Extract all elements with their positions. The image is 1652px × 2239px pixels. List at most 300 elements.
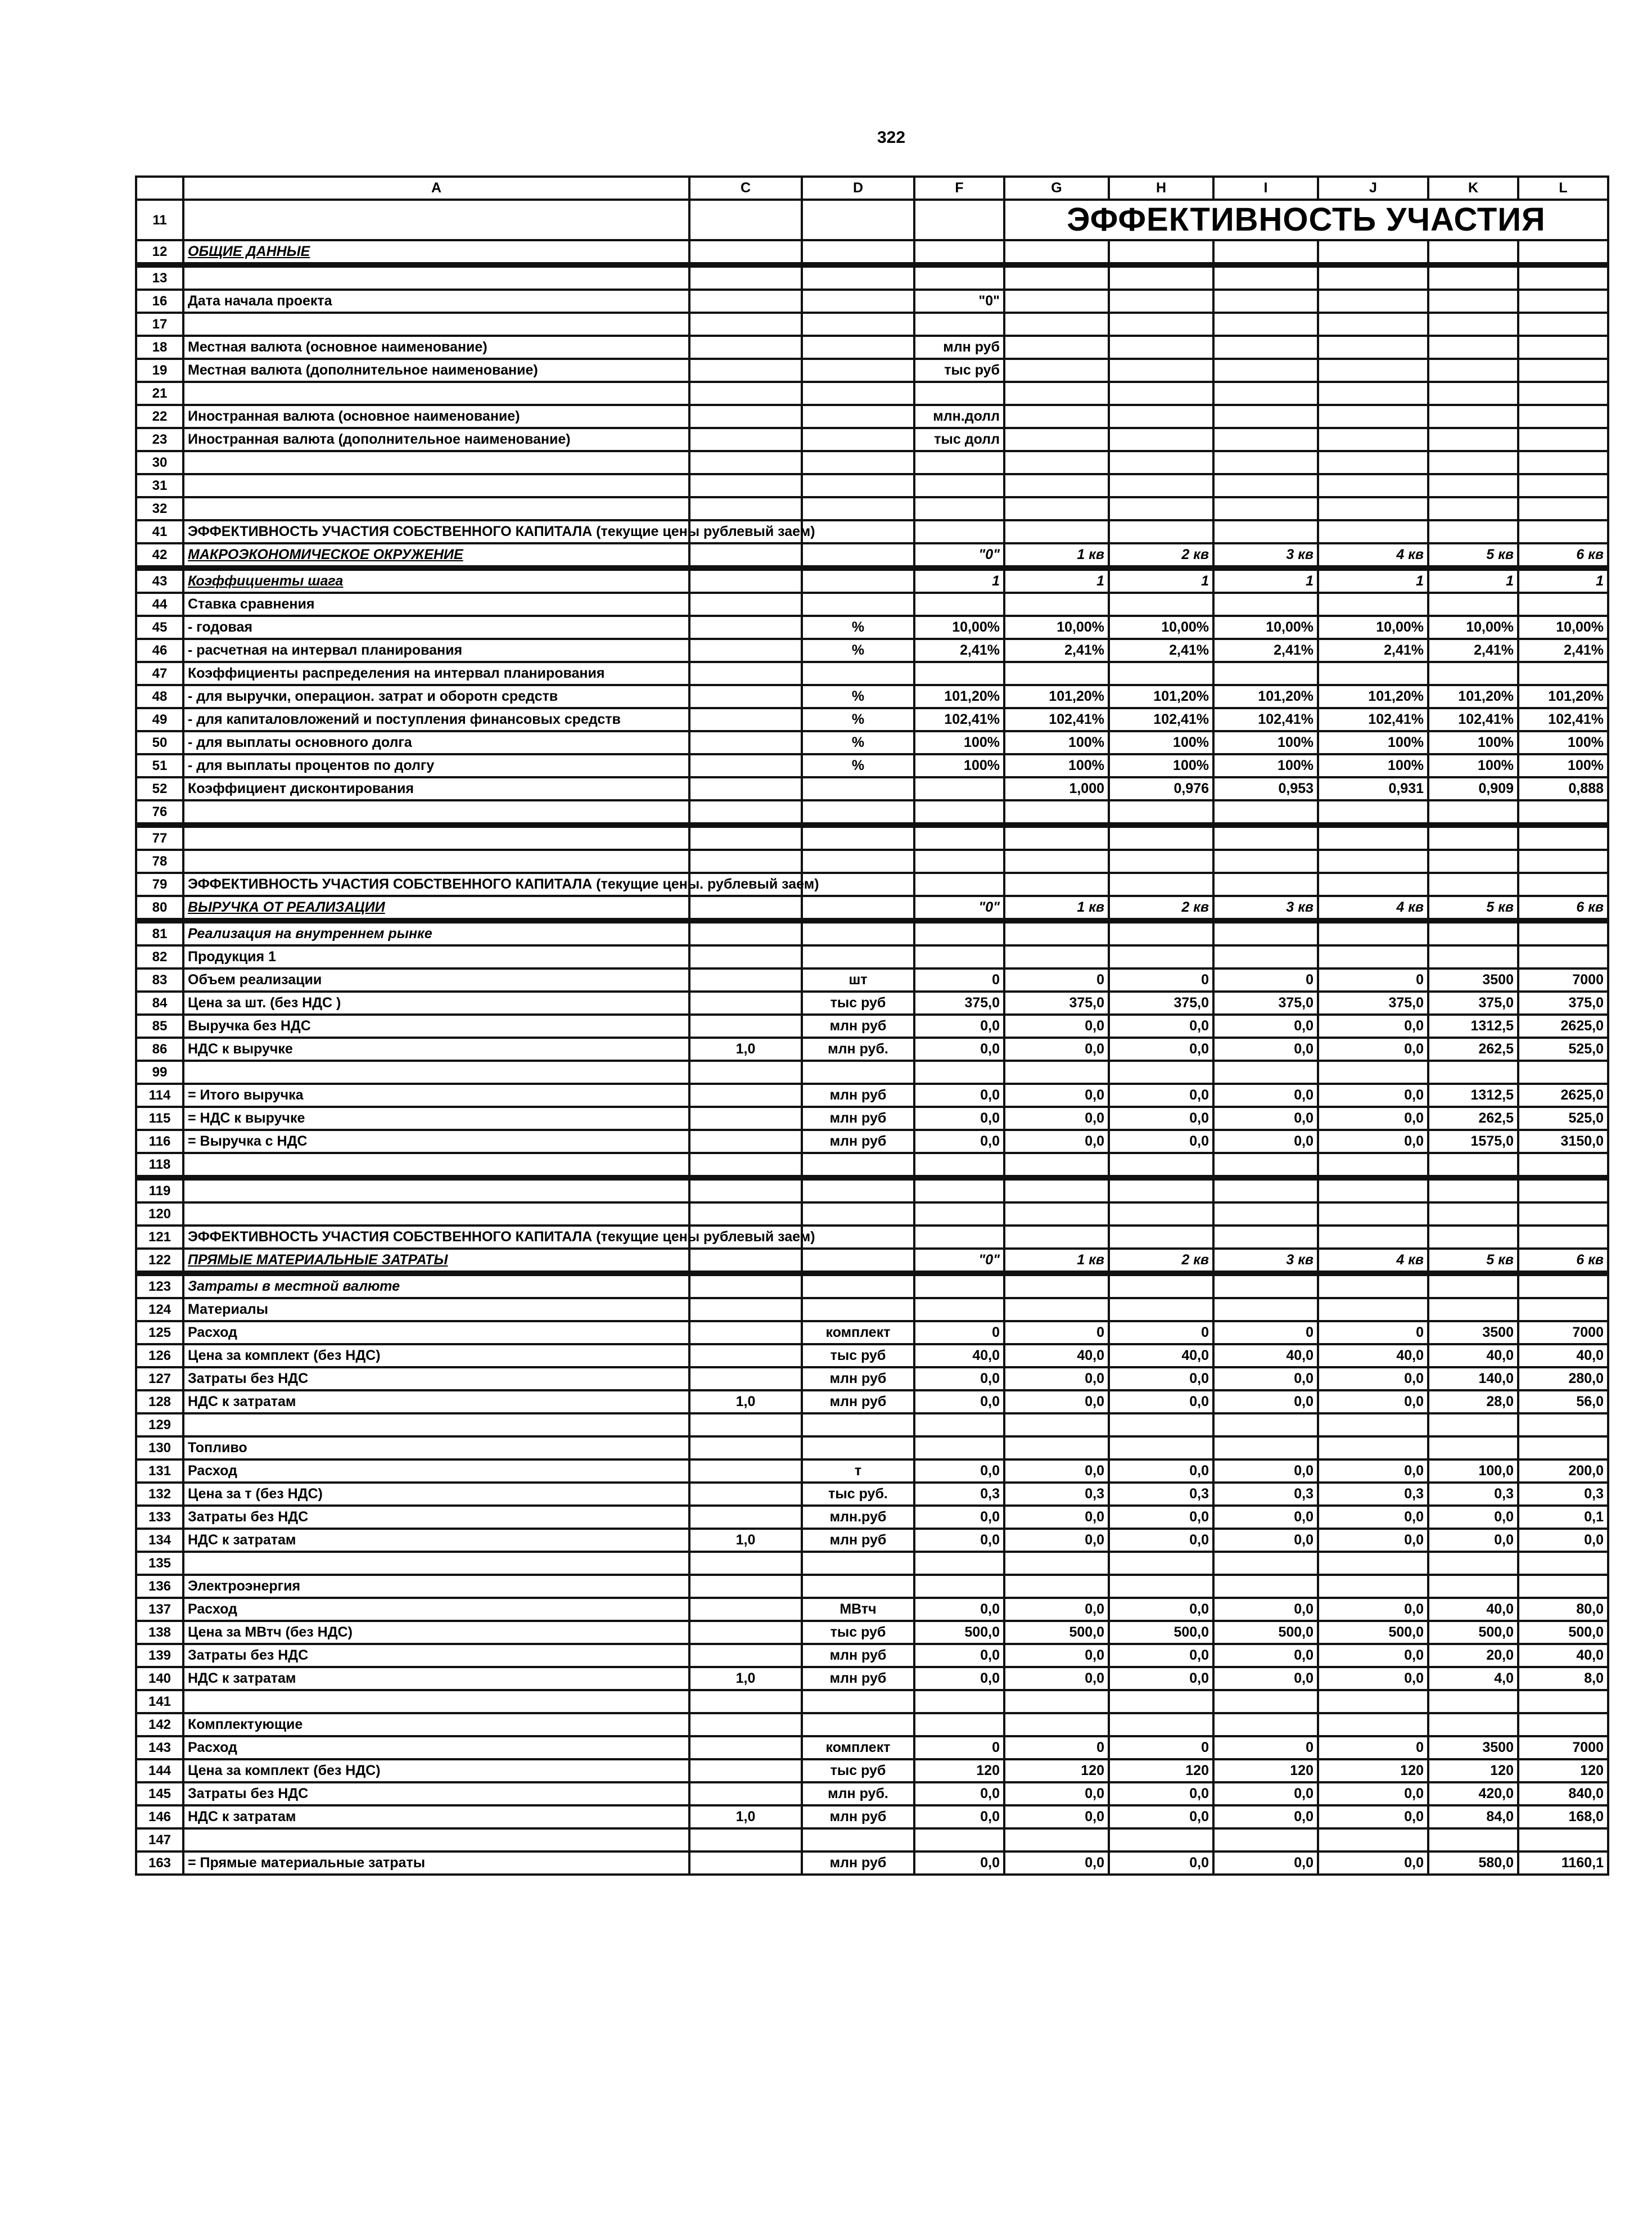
rate-cell[interactable] xyxy=(689,1153,802,1178)
value-cell-f[interactable]: 100% xyxy=(914,754,1004,777)
value-cell-i[interactable] xyxy=(1213,1061,1318,1084)
row-number[interactable]: 18 xyxy=(136,336,183,359)
value-cell-j[interactable]: 2,41% xyxy=(1318,639,1428,662)
value-cell-l[interactable] xyxy=(1518,405,1608,428)
value-cell-h[interactable] xyxy=(1109,1202,1213,1226)
value-cell-g[interactable]: 120 xyxy=(1004,1759,1109,1782)
value-cell-f[interactable] xyxy=(914,1153,1004,1178)
value-cell-g[interactable]: 0,0 xyxy=(1004,1598,1109,1621)
value-cell-g[interactable] xyxy=(1004,921,1109,945)
rate-cell[interactable] xyxy=(689,313,802,336)
value-cell-l[interactable] xyxy=(1518,1153,1608,1178)
row-label-cell[interactable]: Топливо xyxy=(183,1436,689,1459)
rate-cell[interactable] xyxy=(689,685,802,708)
value-cell-j[interactable]: 100% xyxy=(1318,731,1428,754)
value-cell-i[interactable]: 0,0 xyxy=(1213,1015,1318,1038)
value-cell-i[interactable]: 0,0 xyxy=(1213,1506,1318,1529)
rate-cell[interactable] xyxy=(689,1713,802,1736)
value-cell-j[interactable]: 120 xyxy=(1318,1759,1428,1782)
row-label-cell[interactable]: Местная валюта (дополнительное наименование) xyxy=(183,359,689,382)
value-cell-h[interactable] xyxy=(1109,1273,1213,1298)
value-cell-f[interactable] xyxy=(914,382,1004,405)
unit-cell[interactable]: млн руб xyxy=(802,1107,914,1130)
value-cell-g[interactable] xyxy=(1004,1226,1109,1249)
value-cell-f[interactable] xyxy=(914,1298,1004,1321)
value-cell-f[interactable]: 0,0 xyxy=(914,1038,1004,1061)
value-cell-l[interactable]: 100% xyxy=(1518,731,1608,754)
row-label-cell[interactable]: НДС к затратам xyxy=(183,1667,689,1690)
unit-cell[interactable]: млн руб xyxy=(802,1015,914,1038)
unit-cell[interactable] xyxy=(802,1575,914,1598)
value-cell-f[interactable] xyxy=(914,497,1004,520)
value-cell-h[interactable]: 500,0 xyxy=(1109,1621,1213,1644)
unit-cell[interactable]: тыс руб xyxy=(802,1759,914,1782)
value-cell-j[interactable] xyxy=(1318,1413,1428,1436)
rate-cell[interactable] xyxy=(689,290,802,313)
value-cell-i[interactable]: 0,953 xyxy=(1213,777,1318,800)
value-cell-g[interactable] xyxy=(1004,497,1109,520)
value-cell-g[interactable] xyxy=(1004,405,1109,428)
value-cell-k[interactable]: 1312,5 xyxy=(1428,1015,1518,1038)
row-label-cell[interactable]: Расход xyxy=(183,1321,689,1344)
value-cell-g[interactable] xyxy=(1004,474,1109,497)
value-cell-h[interactable] xyxy=(1109,474,1213,497)
column-header-c[interactable]: C xyxy=(689,177,802,200)
value-cell-i[interactable]: 0,0 xyxy=(1213,1667,1318,1690)
rate-cell[interactable] xyxy=(689,1851,802,1875)
value-cell-f[interactable]: "0" xyxy=(914,290,1004,313)
rate-cell[interactable] xyxy=(689,1249,802,1273)
value-cell-i[interactable]: 500,0 xyxy=(1213,1621,1318,1644)
value-cell-i[interactable]: 0,0 xyxy=(1213,1805,1318,1828)
value-cell-j[interactable] xyxy=(1318,1828,1428,1851)
rate-cell[interactable] xyxy=(689,474,802,497)
value-cell-h[interactable]: 0,0 xyxy=(1109,1015,1213,1038)
unit-cell[interactable] xyxy=(802,497,914,520)
row-label-cell[interactable]: - годовая xyxy=(183,616,689,639)
value-cell-h[interactable] xyxy=(1109,1413,1213,1436)
value-cell-j[interactable]: 0,0 xyxy=(1318,1459,1428,1483)
row-label-cell[interactable]: = Выручка с НДС xyxy=(183,1130,689,1153)
value-cell-g[interactable]: 0,0 xyxy=(1004,1459,1109,1483)
value-cell-i[interactable]: 100% xyxy=(1213,731,1318,754)
value-cell-k[interactable] xyxy=(1428,382,1518,405)
value-cell-i[interactable] xyxy=(1213,800,1318,825)
value-cell-l[interactable] xyxy=(1518,1828,1608,1851)
column-header-a[interactable]: A xyxy=(183,177,689,200)
unit-cell[interactable] xyxy=(802,474,914,497)
value-cell-h[interactable]: 40,0 xyxy=(1109,1344,1213,1367)
value-cell-i[interactable]: 0,0 xyxy=(1213,1529,1318,1552)
value-cell-k[interactable]: 100% xyxy=(1428,754,1518,777)
rate-cell[interactable] xyxy=(689,1690,802,1713)
value-cell-k[interactable] xyxy=(1428,1552,1518,1575)
row-number[interactable]: 136 xyxy=(136,1575,183,1598)
value-cell-g[interactable]: 0,0 xyxy=(1004,1667,1109,1690)
row-label-cell[interactable]: Коэффициент дисконтирования xyxy=(183,777,689,800)
value-cell-i[interactable] xyxy=(1213,1202,1318,1226)
value-cell-h[interactable] xyxy=(1109,850,1213,873)
unit-cell[interactable]: млн руб xyxy=(802,1130,914,1153)
value-cell-k[interactable]: 20,0 xyxy=(1428,1644,1518,1667)
row-number[interactable]: 52 xyxy=(136,777,183,800)
row-label-cell[interactable]: Цена за комплект (без НДС) xyxy=(183,1759,689,1782)
value-cell-f[interactable] xyxy=(914,1413,1004,1436)
unit-cell[interactable]: тыс руб xyxy=(802,1344,914,1367)
row-label-cell[interactable]: Иностранная валюта (основное наименование) xyxy=(183,405,689,428)
value-cell-f[interactable]: 120 xyxy=(914,1759,1004,1782)
value-cell-f[interactable]: 1 xyxy=(914,568,1004,593)
row-number[interactable]: 23 xyxy=(136,428,183,451)
value-cell-f[interactable]: 0,0 xyxy=(914,1805,1004,1828)
value-cell-k[interactable]: 28,0 xyxy=(1428,1390,1518,1413)
value-cell-l[interactable] xyxy=(1518,1298,1608,1321)
value-cell-g[interactable]: 0,0 xyxy=(1004,1390,1109,1413)
value-cell-i[interactable] xyxy=(1213,593,1318,616)
value-cell-j[interactable] xyxy=(1318,850,1428,873)
row-label-cell[interactable]: Продукция 1 xyxy=(183,945,689,968)
row-label-cell[interactable] xyxy=(183,825,689,850)
value-cell-g[interactable] xyxy=(1004,1575,1109,1598)
value-cell-f[interactable]: "0" xyxy=(914,896,1004,921)
rate-cell[interactable] xyxy=(689,1459,802,1483)
value-cell-h[interactable] xyxy=(1109,313,1213,336)
value-cell-j[interactable]: 4 кв xyxy=(1318,1249,1428,1273)
row-number[interactable]: 31 xyxy=(136,474,183,497)
value-cell-j[interactable] xyxy=(1318,240,1428,265)
rate-cell[interactable] xyxy=(689,1084,802,1107)
value-cell-f[interactable] xyxy=(914,1226,1004,1249)
value-cell-g[interactable]: 0,0 xyxy=(1004,1130,1109,1153)
value-cell-i[interactable]: 0,0 xyxy=(1213,1038,1318,1061)
value-cell-k[interactable]: 3500 xyxy=(1428,1736,1518,1759)
value-cell-g[interactable]: 100% xyxy=(1004,731,1109,754)
value-cell-i[interactable]: 0,3 xyxy=(1213,1483,1318,1506)
value-cell-l[interactable]: 10,00% xyxy=(1518,616,1608,639)
row-label-cell[interactable] xyxy=(183,1552,689,1575)
row-number[interactable]: 11 xyxy=(136,200,183,240)
value-cell-l[interactable] xyxy=(1518,336,1608,359)
value-cell-i[interactable]: 0,0 xyxy=(1213,1782,1318,1805)
value-cell-k[interactable] xyxy=(1428,1575,1518,1598)
unit-cell[interactable] xyxy=(802,1828,914,1851)
value-cell-j[interactable]: 0 xyxy=(1318,968,1428,992)
value-cell-g[interactable] xyxy=(1004,825,1109,850)
unit-cell[interactable] xyxy=(802,1178,914,1202)
row-label-cell[interactable]: Расход xyxy=(183,1598,689,1621)
value-cell-h[interactable] xyxy=(1109,359,1213,382)
row-number[interactable]: 78 xyxy=(136,850,183,873)
value-cell-f[interactable] xyxy=(914,1202,1004,1226)
value-cell-f[interactable]: 0 xyxy=(914,968,1004,992)
rate-cell[interactable] xyxy=(689,777,802,800)
value-cell-h[interactable]: 100% xyxy=(1109,731,1213,754)
row-label-cell[interactable]: ЭФФЕКТИВНОСТЬ УЧАСТИЯ СОБСТВЕННОГО КАПИТАЛА (текущие цены рублевый заем) xyxy=(183,1226,689,1249)
value-cell-h[interactable]: 0,0 xyxy=(1109,1107,1213,1130)
value-cell-l[interactable]: 3150,0 xyxy=(1518,1130,1608,1153)
value-cell-l[interactable] xyxy=(1518,290,1608,313)
value-cell-k[interactable]: 5 кв xyxy=(1428,543,1518,568)
value-cell-h[interactable] xyxy=(1109,1061,1213,1084)
value-cell-h[interactable] xyxy=(1109,945,1213,968)
value-cell-g[interactable]: 0 xyxy=(1004,1736,1109,1759)
row-number[interactable]: 85 xyxy=(136,1015,183,1038)
value-cell-l[interactable] xyxy=(1518,313,1608,336)
unit-cell[interactable] xyxy=(802,568,914,593)
value-cell-i[interactable] xyxy=(1213,428,1318,451)
value-cell-k[interactable] xyxy=(1428,336,1518,359)
rate-cell[interactable] xyxy=(689,240,802,265)
row-label-cell[interactable] xyxy=(183,313,689,336)
value-cell-g[interactable] xyxy=(1004,1690,1109,1713)
unit-cell[interactable] xyxy=(802,451,914,474)
value-cell-i[interactable] xyxy=(1213,1153,1318,1178)
unit-cell[interactable] xyxy=(802,1273,914,1298)
row-number[interactable]: 30 xyxy=(136,451,183,474)
value-cell-l[interactable]: 0,1 xyxy=(1518,1506,1608,1529)
value-cell-h[interactable] xyxy=(1109,593,1213,616)
value-cell-g[interactable] xyxy=(1004,1153,1109,1178)
rate-cell[interactable] xyxy=(689,731,802,754)
value-cell-j[interactable] xyxy=(1318,428,1428,451)
value-cell-l[interactable]: 40,0 xyxy=(1518,1644,1608,1667)
rate-cell[interactable]: 1,0 xyxy=(689,1038,802,1061)
value-cell-h[interactable]: 0 xyxy=(1109,1736,1213,1759)
row-number[interactable]: 81 xyxy=(136,921,183,945)
unit-cell[interactable] xyxy=(802,428,914,451)
value-cell-f[interactable] xyxy=(914,240,1004,265)
value-cell-h[interactable]: 2 кв xyxy=(1109,543,1213,568)
value-cell-h[interactable]: 10,00% xyxy=(1109,616,1213,639)
value-cell-h[interactable]: 0,0 xyxy=(1109,1851,1213,1875)
value-cell-h[interactable]: 0,0 xyxy=(1109,1805,1213,1828)
value-cell-f[interactable] xyxy=(914,1273,1004,1298)
value-cell-h[interactable] xyxy=(1109,1226,1213,1249)
row-label-cell[interactable] xyxy=(183,1202,689,1226)
value-cell-i[interactable] xyxy=(1213,451,1318,474)
value-cell-h[interactable] xyxy=(1109,1575,1213,1598)
unit-cell[interactable] xyxy=(802,593,914,616)
value-cell-j[interactable]: 0,0 xyxy=(1318,1390,1428,1413)
row-number[interactable]: 49 xyxy=(136,708,183,731)
row-number[interactable]: 44 xyxy=(136,593,183,616)
value-cell-h[interactable] xyxy=(1109,405,1213,428)
value-cell-l[interactable] xyxy=(1518,359,1608,382)
value-cell-j[interactable] xyxy=(1318,1153,1428,1178)
value-cell-g[interactable] xyxy=(1004,428,1109,451)
row-label-cell[interactable]: - для выручки, операцион. затрат и оборотн средств xyxy=(183,685,689,708)
value-cell-h[interactable]: 1 xyxy=(1109,568,1213,593)
row-label-cell[interactable]: Затраты в местной валюте xyxy=(183,1273,689,1298)
value-cell-f[interactable]: 0,0 xyxy=(914,1851,1004,1875)
value-cell-k[interactable] xyxy=(1428,1690,1518,1713)
rate-cell[interactable] xyxy=(689,850,802,873)
row-label-cell[interactable]: Комплектующие xyxy=(183,1713,689,1736)
rate-cell[interactable] xyxy=(689,451,802,474)
value-cell-f[interactable]: 0,0 xyxy=(914,1390,1004,1413)
column-header-i[interactable]: I xyxy=(1213,177,1318,200)
value-cell-f[interactable]: 40,0 xyxy=(914,1344,1004,1367)
value-cell-g[interactable] xyxy=(1004,1178,1109,1202)
row-label-cell[interactable] xyxy=(183,1690,689,1713)
value-cell-k[interactable]: 262,5 xyxy=(1428,1107,1518,1130)
unit-cell[interactable]: % xyxy=(802,708,914,731)
value-cell-h[interactable] xyxy=(1109,497,1213,520)
value-cell-i[interactable] xyxy=(1213,313,1318,336)
value-cell-f[interactable] xyxy=(914,1178,1004,1202)
value-cell-g[interactable] xyxy=(1004,520,1109,543)
value-cell-g[interactable]: 2,41% xyxy=(1004,639,1109,662)
value-cell-l[interactable]: 525,0 xyxy=(1518,1107,1608,1130)
rate-cell[interactable] xyxy=(689,405,802,428)
row-label-cell[interactable]: - для капиталовложений и поступления финансовых средств xyxy=(183,708,689,731)
value-cell-k[interactable]: 3500 xyxy=(1428,968,1518,992)
value-cell-j[interactable]: 0,3 xyxy=(1318,1483,1428,1506)
value-cell-l[interactable]: 6 кв xyxy=(1518,543,1608,568)
value-cell-h[interactable] xyxy=(1109,265,1213,290)
value-cell-j[interactable]: 0,0 xyxy=(1318,1367,1428,1390)
value-cell-k[interactable] xyxy=(1428,497,1518,520)
value-cell-f[interactable] xyxy=(914,313,1004,336)
rate-cell[interactable] xyxy=(689,1061,802,1084)
rate-cell[interactable] xyxy=(689,265,802,290)
value-cell-h[interactable]: 0,0 xyxy=(1109,1667,1213,1690)
value-cell-l[interactable]: 1 xyxy=(1518,568,1608,593)
unit-cell[interactable]: % xyxy=(802,616,914,639)
value-cell-i[interactable] xyxy=(1213,1226,1318,1249)
value-cell-j[interactable]: 0 xyxy=(1318,1321,1428,1344)
rate-cell[interactable] xyxy=(689,662,802,685)
value-cell-i[interactable] xyxy=(1213,405,1318,428)
value-cell-l[interactable]: 0,0 xyxy=(1518,1529,1608,1552)
unit-cell[interactable] xyxy=(802,896,914,921)
value-cell-f[interactable]: 0 xyxy=(914,1321,1004,1344)
value-cell-l[interactable] xyxy=(1518,1413,1608,1436)
row-label-cell[interactable]: = Прямые материальные затраты xyxy=(183,1851,689,1875)
sheet-title[interactable]: ЭФФЕКТИВНОСТЬ УЧАСТИЯ xyxy=(1004,200,1608,240)
value-cell-k[interactable] xyxy=(1428,313,1518,336)
value-cell-h[interactable] xyxy=(1109,662,1213,685)
value-cell-f[interactable] xyxy=(914,1713,1004,1736)
value-cell-h[interactable]: 101,20% xyxy=(1109,685,1213,708)
unit-cell[interactable] xyxy=(802,1298,914,1321)
row-number[interactable]: 118 xyxy=(136,1153,183,1178)
value-cell-h[interactable] xyxy=(1109,520,1213,543)
row-label-cell[interactable]: Затраты без НДС xyxy=(183,1644,689,1667)
value-cell-i[interactable] xyxy=(1213,1298,1318,1321)
value-cell-j[interactable] xyxy=(1318,662,1428,685)
row-number[interactable]: 47 xyxy=(136,662,183,685)
value-cell-h[interactable]: 2 кв xyxy=(1109,896,1213,921)
value-cell-l[interactable]: 375,0 xyxy=(1518,992,1608,1015)
value-cell-j[interactable] xyxy=(1318,497,1428,520)
rate-cell[interactable] xyxy=(689,1298,802,1321)
value-cell-h[interactable]: 0,0 xyxy=(1109,1506,1213,1529)
unit-cell[interactable]: млн руб xyxy=(802,1367,914,1390)
value-cell-f[interactable]: 100% xyxy=(914,731,1004,754)
value-cell-i[interactable] xyxy=(1213,1413,1318,1436)
value-cell-i[interactable]: 0 xyxy=(1213,1321,1318,1344)
row-number[interactable]: 146 xyxy=(136,1805,183,1828)
value-cell-f[interactable]: 0,0 xyxy=(914,1644,1004,1667)
value-cell-j[interactable] xyxy=(1318,336,1428,359)
value-cell-k[interactable] xyxy=(1428,1413,1518,1436)
value-cell-i[interactable] xyxy=(1213,850,1318,873)
value-cell-l[interactable] xyxy=(1518,1575,1608,1598)
value-cell-k[interactable] xyxy=(1428,1273,1518,1298)
rate-cell[interactable] xyxy=(689,1367,802,1390)
value-cell-i[interactable]: 0,0 xyxy=(1213,1644,1318,1667)
unit-cell[interactable] xyxy=(802,1552,914,1575)
value-cell-i[interactable]: 40,0 xyxy=(1213,1344,1318,1367)
row-number[interactable]: 86 xyxy=(136,1038,183,1061)
value-cell-j[interactable] xyxy=(1318,313,1428,336)
value-cell-g[interactable] xyxy=(1004,1828,1109,1851)
value-cell-j[interactable]: 10,00% xyxy=(1318,616,1428,639)
value-cell-j[interactable]: 0,0 xyxy=(1318,1130,1428,1153)
value-cell-i[interactable] xyxy=(1213,474,1318,497)
value-cell-k[interactable]: 101,20% xyxy=(1428,685,1518,708)
value-cell-j[interactable]: 0,0 xyxy=(1318,1084,1428,1107)
row-label-cell[interactable]: = НДС к выручке xyxy=(183,1107,689,1130)
row-number[interactable]: 130 xyxy=(136,1436,183,1459)
value-cell-l[interactable] xyxy=(1518,800,1608,825)
value-cell-j[interactable] xyxy=(1318,1552,1428,1575)
value-cell-f[interactable] xyxy=(914,593,1004,616)
column-header-j[interactable]: J xyxy=(1318,177,1428,200)
value-cell-l[interactable]: 500,0 xyxy=(1518,1621,1608,1644)
value-cell-g[interactable]: 1 кв xyxy=(1004,1249,1109,1273)
value-cell-g[interactable]: 100% xyxy=(1004,754,1109,777)
row-number[interactable]: 120 xyxy=(136,1202,183,1226)
value-cell-h[interactable] xyxy=(1109,290,1213,313)
value-cell-f[interactable] xyxy=(914,825,1004,850)
rate-cell[interactable] xyxy=(689,336,802,359)
rate-cell[interactable] xyxy=(689,921,802,945)
value-cell-i[interactable]: 0 xyxy=(1213,1736,1318,1759)
value-cell-f[interactable] xyxy=(914,451,1004,474)
value-cell-l[interactable] xyxy=(1518,825,1608,850)
rate-cell[interactable] xyxy=(689,1782,802,1805)
value-cell-f[interactable]: "0" xyxy=(914,543,1004,568)
rate-cell[interactable] xyxy=(689,992,802,1015)
value-cell-i[interactable] xyxy=(1213,520,1318,543)
value-cell-j[interactable]: 0,931 xyxy=(1318,777,1428,800)
value-cell-k[interactable] xyxy=(1428,593,1518,616)
row-number[interactable]: 51 xyxy=(136,754,183,777)
value-cell-k[interactable]: 420,0 xyxy=(1428,1782,1518,1805)
value-cell-i[interactable]: 102,41% xyxy=(1213,708,1318,731)
value-cell-j[interactable]: 0,0 xyxy=(1318,1805,1428,1828)
unit-cell[interactable]: тыс руб. xyxy=(802,1483,914,1506)
value-cell-j[interactable]: 102,41% xyxy=(1318,708,1428,731)
value-cell-l[interactable]: 2,41% xyxy=(1518,639,1608,662)
value-cell-i[interactable] xyxy=(1213,336,1318,359)
value-cell-k[interactable] xyxy=(1428,921,1518,945)
row-number[interactable]: 116 xyxy=(136,1130,183,1153)
value-cell-k[interactable] xyxy=(1428,451,1518,474)
value-cell-h[interactable] xyxy=(1109,240,1213,265)
row-number[interactable]: 141 xyxy=(136,1690,183,1713)
rate-cell[interactable] xyxy=(689,1575,802,1598)
row-number[interactable]: 140 xyxy=(136,1667,183,1690)
row-number[interactable]: 123 xyxy=(136,1273,183,1298)
value-cell-h[interactable] xyxy=(1109,800,1213,825)
row-label-cell[interactable]: Цена за МВтч (без НДС) xyxy=(183,1621,689,1644)
column-header-l[interactable]: L xyxy=(1518,177,1608,200)
value-cell-j[interactable] xyxy=(1318,451,1428,474)
unit-cell[interactable] xyxy=(802,336,914,359)
